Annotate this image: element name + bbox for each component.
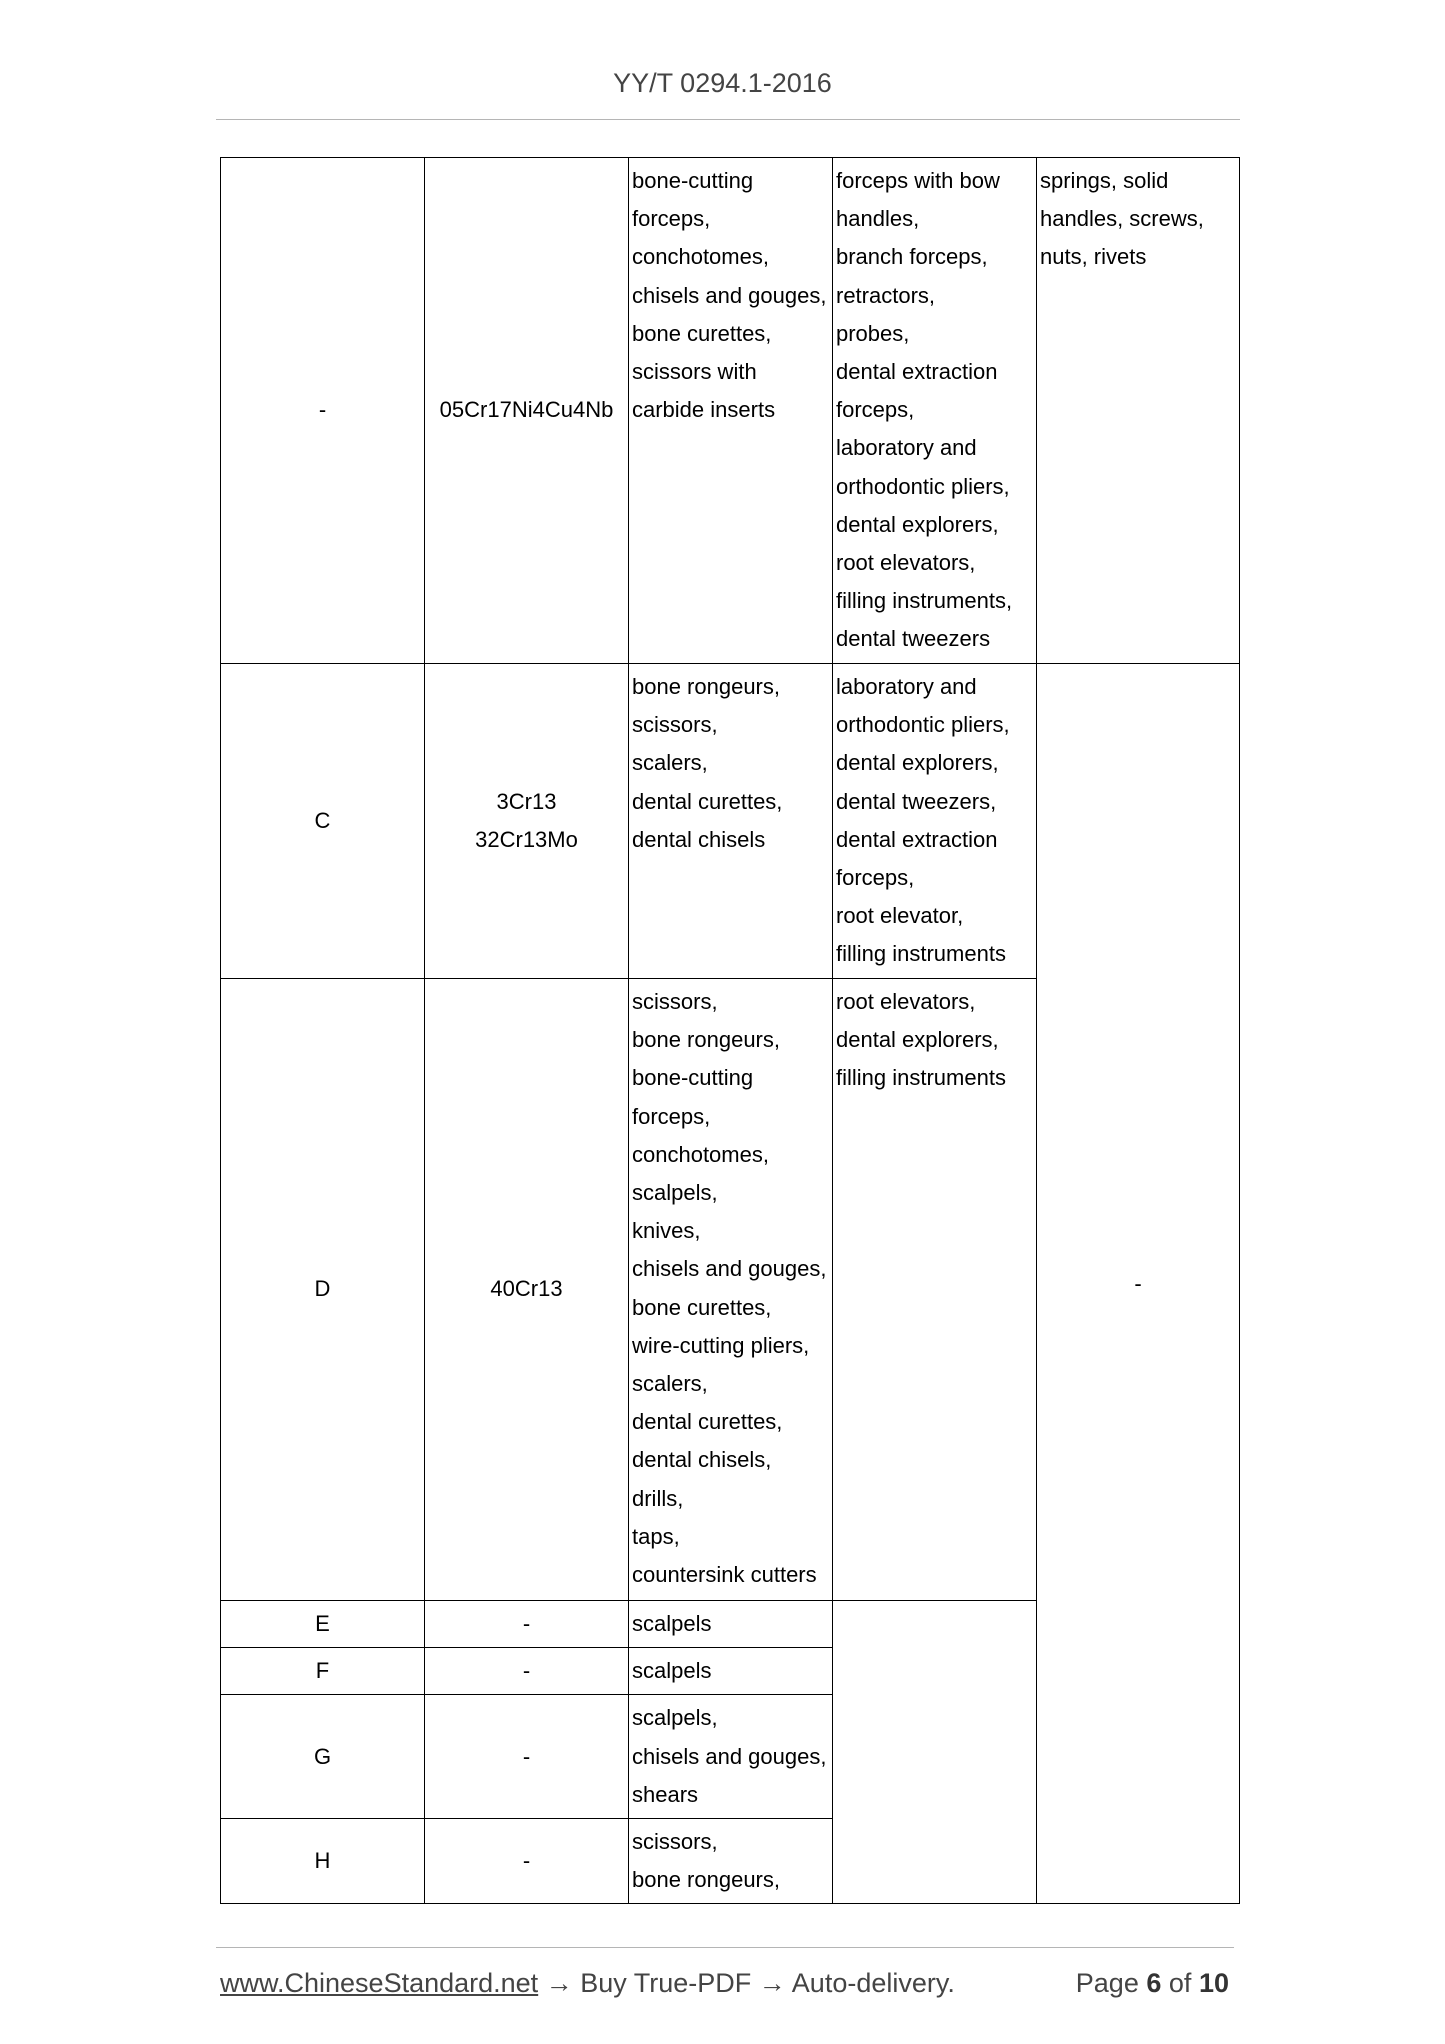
instrument-list-cell (833, 158, 1037, 664)
merged-dash-cell: - (1037, 664, 1240, 1904)
list-item: scissors, (632, 1829, 718, 1855)
list-item: springs, solid (1040, 168, 1169, 193)
grade-text: 40Cr13 (490, 1276, 563, 1302)
list-item: bone-cutting (632, 168, 754, 193)
list-item: laboratory and (836, 674, 977, 699)
list-item: bone curettes, (632, 320, 772, 346)
grade-cell: - (425, 1819, 629, 1904)
list-item: dental tweezers (836, 626, 991, 652)
list-item: root elevators, (836, 989, 976, 1014)
list-item: chisels and gouges, (632, 1743, 827, 1769)
grade-cell (425, 664, 629, 979)
list-item: handles, screws, (1040, 206, 1204, 232)
list-item: scalpels (632, 1658, 712, 1684)
group-cell: H (221, 1819, 425, 1904)
buy-pdf-text: Buy True-PDF (580, 1968, 752, 1998)
list-item: dental chisels, (632, 1447, 772, 1473)
materials-table (220, 157, 1240, 1904)
instrument-list-cell (629, 979, 833, 1601)
instrument-list-cell (629, 664, 833, 979)
instrument-list-cell (629, 1819, 833, 1904)
instrument-list-cell (629, 1695, 833, 1819)
list-item: chisels and gouges, (632, 282, 827, 308)
list-item: orthodontic pliers, (836, 712, 1010, 738)
list-item: dental explorers, (836, 1027, 999, 1053)
page-of-label: of (1168, 1968, 1192, 1998)
instrument-list-cell (1037, 158, 1240, 664)
header-divider (216, 119, 1240, 120)
list-item: bone rongeurs, (632, 674, 780, 699)
grade-cell (425, 979, 629, 1601)
list-item: dental explorers, (836, 511, 999, 537)
table-row (221, 664, 1240, 979)
list-item: bone rongeurs, (632, 1027, 780, 1053)
list-item: scissors, (632, 989, 718, 1014)
auto-delivery-text: Auto-delivery. (791, 1968, 955, 1998)
list-item: orthodontic pliers, (836, 473, 1010, 499)
list-item: scalers, (632, 1371, 708, 1397)
list-item: dental tweezers, (836, 788, 997, 814)
instrument-list-cell (833, 979, 1037, 1601)
instrument-list-cell (629, 1601, 833, 1648)
list-item: forceps, (632, 206, 711, 232)
list-item: conchotomes, (632, 244, 769, 270)
list-item: taps, (632, 1523, 680, 1549)
page-label: Page (1075, 1968, 1139, 1998)
list-item: dental extraction (836, 826, 998, 852)
footer-promo (220, 1968, 955, 1999)
list-item: bone-cutting (632, 1065, 754, 1091)
list-item: knives, (632, 1218, 701, 1244)
list-item: scissors, (632, 712, 718, 738)
list-item: handles, (836, 206, 920, 232)
list-item: nuts, rivets (1040, 244, 1147, 270)
list-item: branch forceps, (836, 244, 988, 270)
list-item: bone curettes, (632, 1294, 772, 1320)
grade-text: 3Cr13 (496, 788, 557, 814)
list-item: chisels and gouges, (632, 1256, 827, 1282)
table-row (221, 158, 1240, 664)
list-item: shears (632, 1781, 699, 1807)
grade-text: 32Cr13Mo (475, 827, 578, 852)
website-link[interactable]: www.ChineseStandard.net (220, 1968, 539, 1998)
list-item: retractors, (836, 282, 936, 308)
list-item: conchotomes, (632, 1141, 769, 1167)
page-current: 6 (1146, 1968, 1162, 1998)
list-item: dental curettes, (632, 788, 783, 814)
list-item: filling instruments (836, 941, 1006, 967)
grade-cell: - (425, 1648, 629, 1695)
list-item: dental chisels (632, 826, 766, 852)
list-item: dental curettes, (632, 1409, 783, 1435)
group-cell: E (221, 1601, 425, 1648)
list-item: filling instruments (836, 1065, 1006, 1091)
grade-cell: - (425, 1695, 629, 1819)
group-cell: C (221, 664, 425, 979)
list-item: wire-cutting pliers, (632, 1332, 810, 1358)
group-cell: D (221, 979, 425, 1601)
list-item: scalpels, (632, 1705, 718, 1731)
grade-cell: - (425, 1601, 629, 1648)
list-item: probes, (836, 320, 910, 346)
footer-divider (216, 1947, 1234, 1948)
list-item: bone rongeurs, (632, 1867, 780, 1893)
arrow-icon: → (545, 1968, 573, 1998)
page-indicator (1076, 1968, 1229, 1999)
list-item: countersink cutters (632, 1562, 817, 1588)
list-item: dental extraction (836, 359, 998, 385)
list-item: dental explorers, (836, 750, 999, 776)
grade-text: 05Cr17Ni4Cu4Nb (439, 397, 614, 423)
list-item: root elevator, (836, 903, 964, 929)
group-cell: F (221, 1648, 425, 1695)
list-item: drills, (632, 1485, 684, 1511)
page-total: 10 (1198, 1968, 1229, 1998)
list-item: forceps, (836, 865, 915, 891)
list-item: scissors with (632, 359, 757, 385)
list-item: root elevators, (836, 550, 976, 576)
instrument-list-cell (629, 1648, 833, 1695)
group-cell: G (221, 1695, 425, 1819)
list-item: carbide inserts (632, 397, 776, 423)
list-item: forceps, (836, 397, 915, 423)
empty-merged-cell (833, 1601, 1037, 1904)
list-item: scalpels, (632, 1180, 718, 1206)
list-item: laboratory and (836, 435, 977, 461)
instrument-list-cell (629, 158, 833, 664)
instrument-list-cell (833, 664, 1037, 979)
list-item: forceps with bow (836, 168, 1000, 193)
grade-cell (425, 158, 629, 664)
list-item: filling instruments, (836, 588, 1013, 614)
list-item: scalers, (632, 750, 708, 776)
arrow-icon: → (758, 1968, 786, 1998)
group-cell: - (221, 158, 425, 664)
list-item: scalpels (632, 1611, 712, 1636)
document-code-header: YY/T 0294.1-2016 (613, 68, 832, 98)
list-item: forceps, (632, 1103, 711, 1129)
